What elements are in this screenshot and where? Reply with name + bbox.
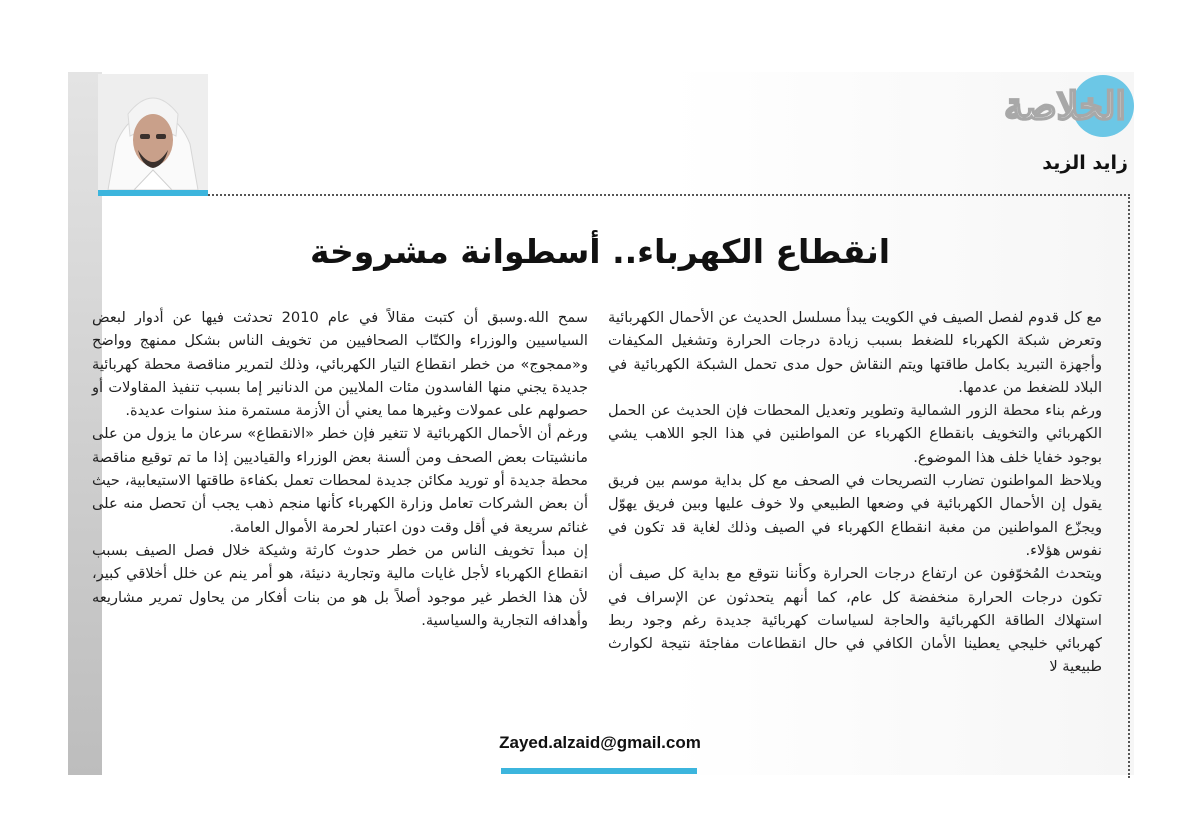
column-logo bbox=[978, 75, 1134, 139]
dotted-divider-horizontal bbox=[208, 194, 1130, 196]
paragraph: ويتحدث المُخوّفون عن ارتفاع درجات الحرارة وكأننا نتوقع مع بداية كل صيف أن تكون درجات الحرارة منخفضة كل عام، كما أنهم يتحدثون عن الإسراف في استهلاك الطاقة الكهربائية والحاجة لسياسات كهربائية جديدة رغم وجود ربط كهربائي خليجي يعطينا الأمان الكافي في حال انقطاعات مفاجئة نتيجة لكوارث طبيعية لا bbox=[608, 565, 1102, 676]
dotted-divider-vertical bbox=[1128, 194, 1130, 778]
author-photo bbox=[98, 74, 208, 190]
author-email: Zayed.alzaid@gmail.com bbox=[499, 733, 701, 752]
photo-accent-bar bbox=[98, 190, 208, 196]
author-portrait-image bbox=[98, 74, 208, 190]
author-name: زايد الزيد bbox=[1042, 152, 1128, 174]
paragraph: إن مبدأ تخويف الناس من خطر حدوث كارثة وشيكة خلال فصل الصيف بسبب انقطاع الكهرباء لأجل غايات مالية وتجارية دنيئة، هو أمر ينم عن خلل أخلاقي كبير، لأن هذا الخطر غير موجود أصلاً بل هو من بنات أفكار من يحاول تمرير مشاريعه وأهدافه التجارية والسياسية. bbox=[92, 541, 588, 629]
email-accent-bar bbox=[501, 768, 697, 774]
paragraph: ويلاحظ المواطنون تضارب التصريحات في الصحف مع كل بداية موسم بين فريق يقول إن الأحمال الكهربائية في وضعها الطبيعي ولا خوف عليها وبين فريق يهوّل ويجزّع المواطنين من مغبة انقطاع الكهرباء في الصيف وذلك لغاية قد تكون في نفوس هؤلاء. bbox=[608, 472, 1102, 559]
paragraph: ورغم بناء محطة الزور الشمالية وتطوير وتعديل المحطات فإن الحديث عن الحمل الكهربائي والتخويف بانقطاع الكهرباء عن المواطنين في هذا الجو اللاهب يشي بوجود خفايا خلف هذا الموضوع. bbox=[608, 402, 1102, 466]
article-column-right bbox=[608, 306, 1102, 679]
logo-text: الخلاصة bbox=[1004, 83, 1126, 128]
paragraph: ورغم أن الأحمال الكهربائية لا تتغير فإن خطر «الانقطاع» سرعان ما يزول من على مانشيتات بعض الصحف ومن ألسنة بعض الوزراء والقياديين إذا ما تم توقيع مناقصة محطة جديدة أو توريد مكائن جديدة لمحطات تعمل بكفاءة طاقتها الاستيعابية، حيث أن بعض الشركات تعامل وزارة الكهرباء كأنها منجم ذهب يجب أن تحصل منه على غنائم سريعة في أقل وقت دون اعتبار لحرمة الأموال العامة. bbox=[92, 425, 588, 536]
article-column-left bbox=[92, 306, 588, 632]
article-headline: انقطاع الكهرباء.. أسطوانة مشروخة bbox=[309, 232, 891, 271]
paragraph: مع كل قدوم لفصل الصيف في الكويت يبدأ مسلسل الحديث عن الأحمال الكهربائية وتعرض شبكة الكهرباء للضغط بسبب زيادة درجات الحرارة وتشغيل المكيفات وأجهزة التبريد بكامل طاقتها ويتم النقاش حول مدى تحمل الشبكة الكهربائية في البلاد للضغط من عدمها. bbox=[608, 309, 1102, 396]
paragraph: سمح الله.وسبق أن كتبت مقالاً في عام 2010 تحدثت فيها عن أدوار لبعض السياسيين والوزراء والكتّاب الصحافيين من تخويف الناس بشكل ممنهج وواضح و«ممجوج» من خطر انقطاع التيار الكهربائي، وذلك لتمرير مناقصة محطة كهربائية جديدة يجني منها الفاسدون مئات الملايين من الدنانير إما بسبب تنفيذ المقاولات أو حصولهم على عمولات وغيرها مما يعني أن الأزمة مستمرة منذ سنوات عديدة. bbox=[92, 309, 588, 420]
